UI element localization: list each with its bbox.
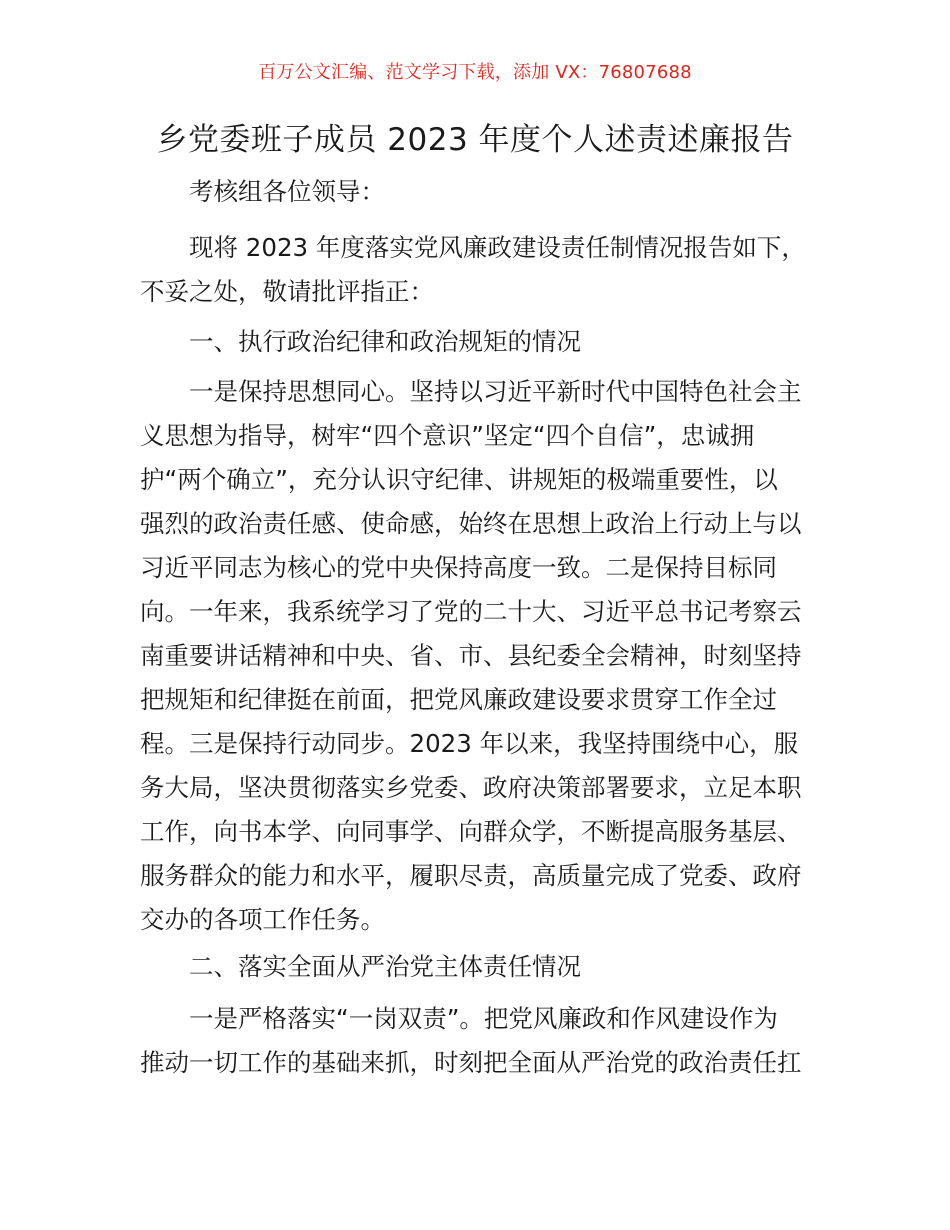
paragraph-line: 强烈的政治责任感、使命感，始终在思想上政治上行动上与以 — [140, 509, 802, 538]
paragraph-line: 习近平同志为核心的党中央保持高度一致。二是保持目标同 — [140, 553, 777, 582]
paragraph-line: 南重要讲话精神和中央、省、市、县纪委全会精神，时刻坚持 — [140, 641, 802, 670]
paragraph-line: 程。三是保持行动同步。2023 年以来，我坚持围绕中心，服 — [140, 729, 799, 758]
paragraph-line: 义思想为指导，树牢“四个意识”坚定“四个自信”，忠诚拥 — [140, 421, 755, 450]
intro-line: 不妥之处，敬请批评指正： — [140, 277, 434, 306]
paragraph-line: 服务群众的能力和水平，履职尽责，高质量完成了党委、政府 — [140, 861, 802, 890]
section-1-heading: 一、执行政治纪律和政治规矩的情况 — [189, 327, 581, 356]
paragraph-line: 向。一年来，我系统学习了党的二十大、习近平总书记考察云 — [140, 597, 802, 626]
paragraph-line: 交办的各项工作任务。 — [140, 905, 385, 934]
paragraph-line: 推动一切工作的基础来抓，时刻把全面从严治党的政治责任扛 — [140, 1048, 802, 1077]
section-2-paragraph — [140, 997, 815, 1085]
section-1-paragraph — [140, 370, 815, 942]
greeting: 考核组各位领导： — [189, 177, 385, 206]
intro-paragraph — [140, 226, 815, 314]
watermark-header: 百万公文汇编、范文学习下载，添加 VX：76807688 — [258, 62, 692, 83]
paragraph-line: 护“两个确立”，充分认识守纪律、讲规矩的极端重要性，以 — [140, 465, 778, 494]
paragraph-line: 务大局，坚决贯彻落实乡党委、政府决策部署要求，立足本职 — [140, 773, 802, 802]
section-2-heading: 二、落实全面从严治党主体责任情况 — [189, 952, 581, 981]
document-title: 乡党委班子成员 2023 年度个人述责述廉报告 — [156, 122, 794, 158]
paragraph-line: 一是严格落实“一岗双责”。把党风廉政和作风建设作为 — [189, 1004, 778, 1033]
intro-line: 现将 2023 年度落实党风廉政建设责任制情况报告如下， — [189, 233, 806, 262]
paragraph-line: 把规矩和纪律挺在前面，把党风廉政建设要求贯穿工作全过 — [140, 685, 777, 714]
paragraph-line: 工作，向书本学、向同事学、向群众学，不断提高服务基层、 — [140, 817, 802, 846]
paragraph-line: 一是保持思想同心。坚持以习近平新时代中国特色社会主 — [189, 377, 802, 406]
